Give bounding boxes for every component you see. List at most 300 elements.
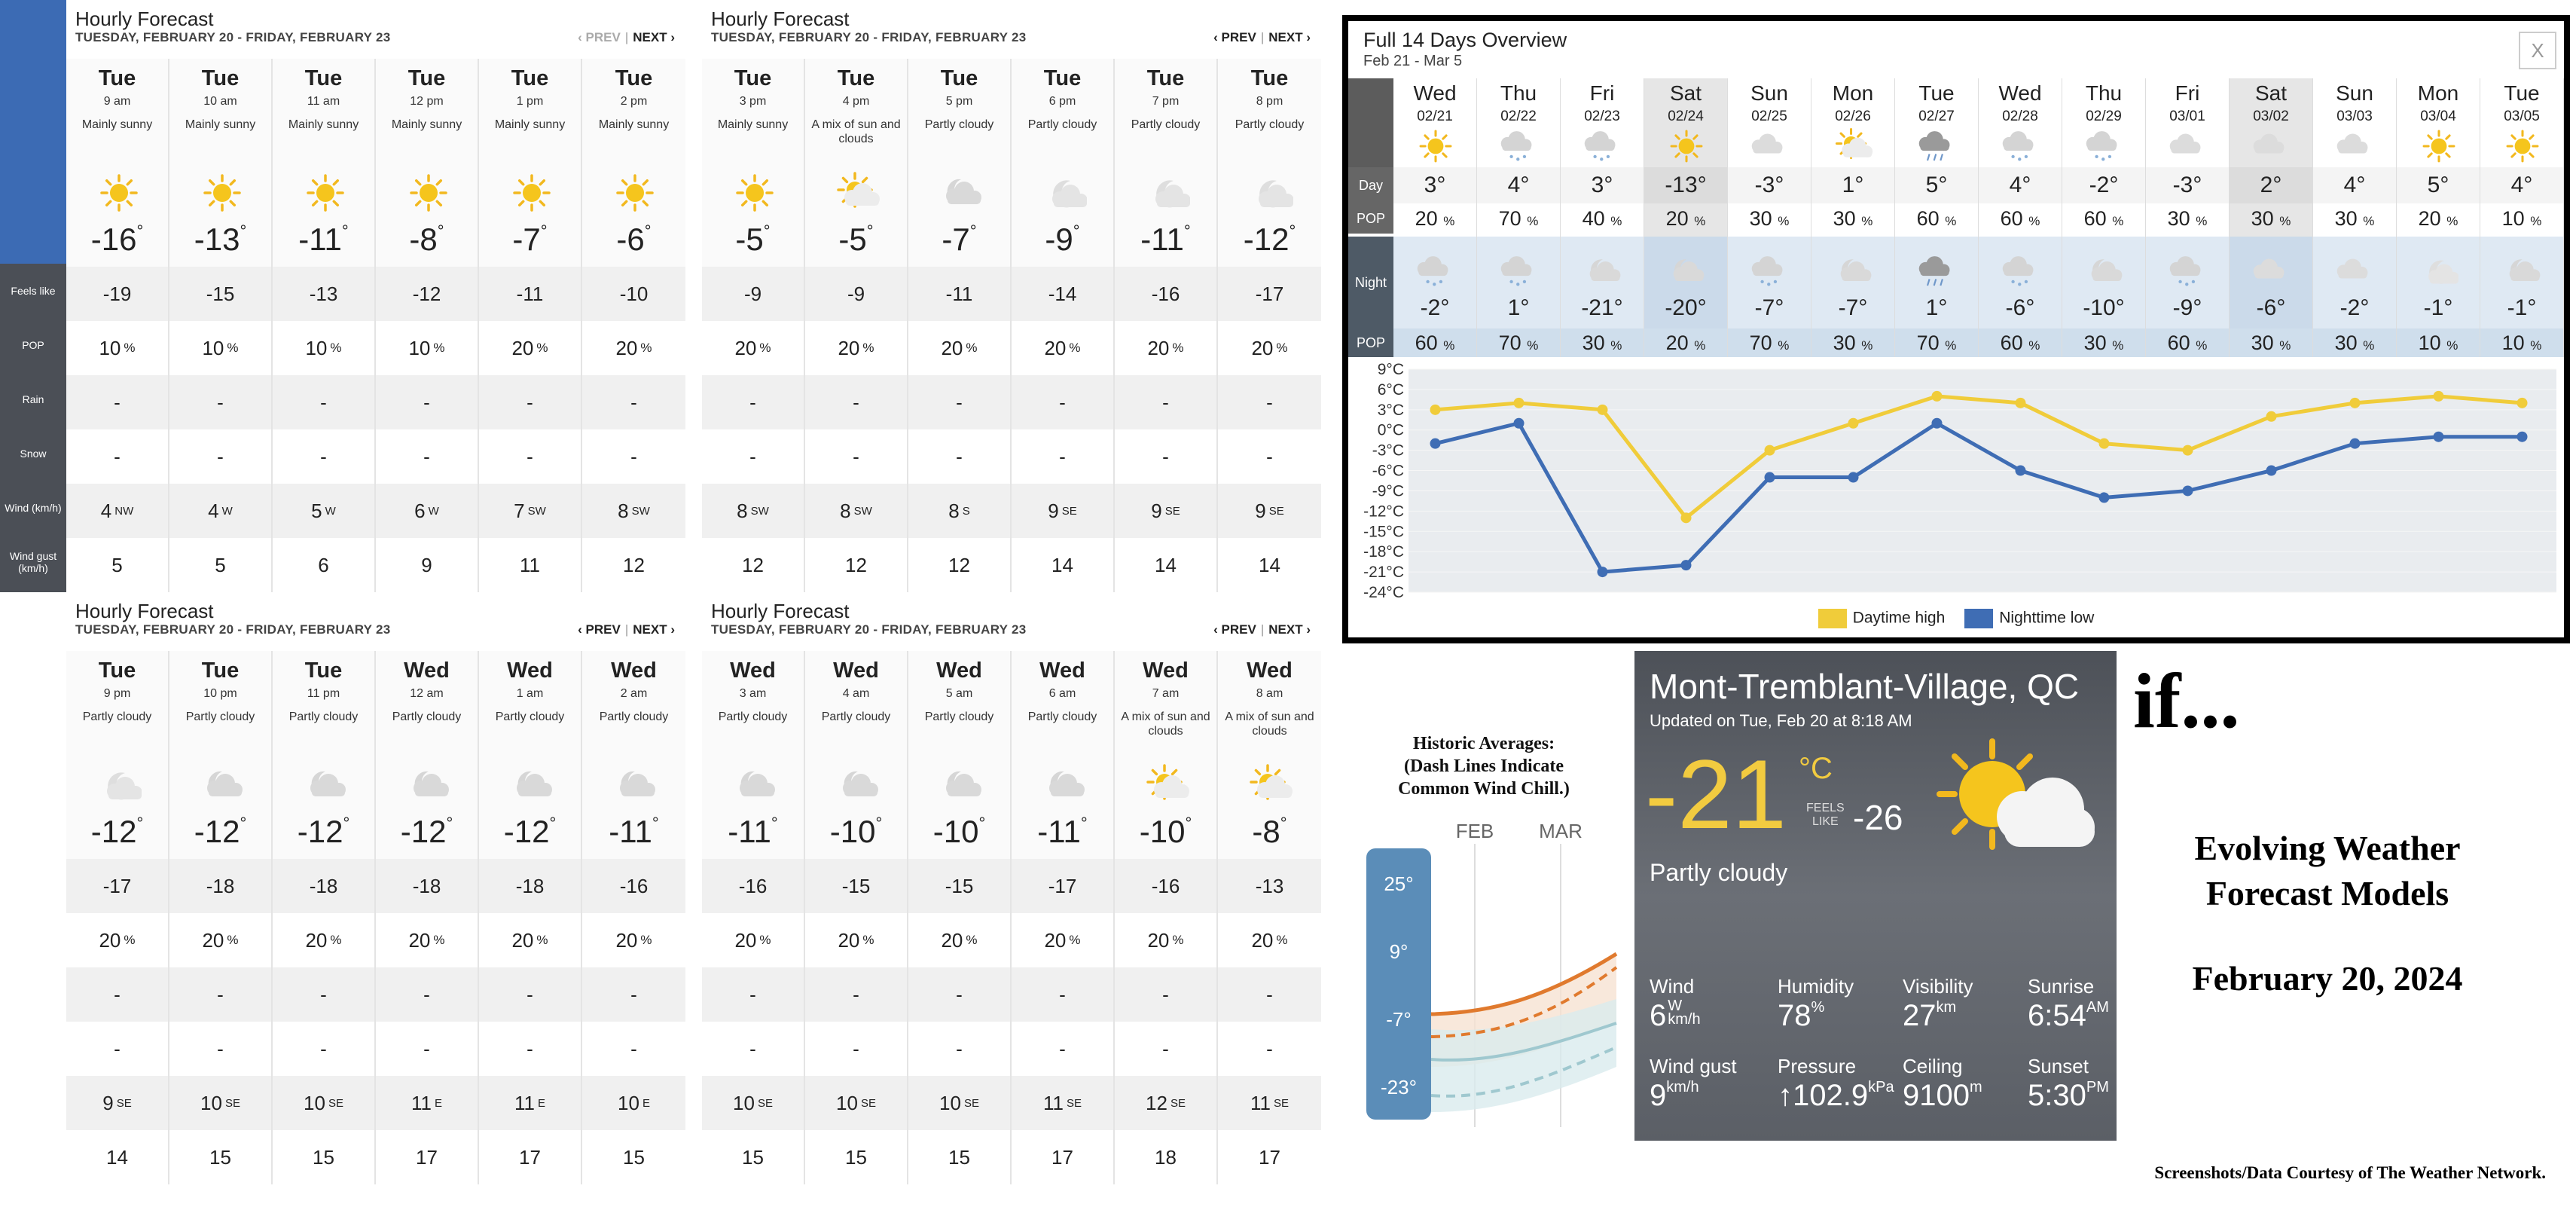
hour-time: 3 pm (739, 95, 767, 108)
sunset-value (2028, 1079, 2109, 1113)
sun-icon (96, 170, 142, 215)
high-point[interactable] (1765, 445, 1775, 456)
overview-night-pop (1477, 328, 1560, 357)
overview-day-high: 5° (2397, 167, 2480, 203)
hour-column (702, 651, 805, 1184)
rain-cell: - (273, 967, 374, 1022)
pop-unit: % (330, 341, 342, 355)
snowcloud-icon (1500, 127, 1539, 166)
low-value: -2 (2339, 295, 2361, 320)
degree-symbol: ° (652, 814, 659, 833)
snow-cell: - (956, 1037, 963, 1060)
feels-like-cell: -15 (805, 859, 907, 913)
pop-unit: % (759, 341, 771, 355)
hourly-panel-header (66, 592, 685, 651)
pop-unit: % (759, 933, 771, 947)
low-point[interactable] (2099, 492, 2110, 503)
pop-cell (479, 321, 581, 375)
day-pop-value: 60 (1916, 207, 1940, 230)
historic-title-line1: Historic Averages: (1412, 734, 1555, 753)
feels-like-cell: -16 (1115, 859, 1216, 913)
wind-gust-cell: 15 (742, 1145, 764, 1169)
high-value: -2 (2089, 173, 2110, 197)
hour-day: Tue (407, 66, 446, 90)
next-button[interactable]: NEXT › (1268, 622, 1311, 637)
hour-temperature (1218, 222, 1321, 258)
pop-unit: % (2446, 338, 2458, 353)
hour-temp-value: -7 (512, 222, 541, 257)
mooncloud-icon (303, 762, 348, 808)
wind-direction: SE (328, 1096, 343, 1110)
next-button[interactable]: NEXT › (633, 622, 675, 637)
close-button[interactable]: X (2519, 32, 2556, 69)
current-conditions-card (1634, 651, 2117, 1141)
wind-cell (273, 484, 374, 538)
hourly-columns (66, 651, 685, 1184)
night-pop-value: 10 (2418, 332, 2441, 354)
pop-unit: % (2196, 214, 2208, 228)
chart-plot-area (1409, 369, 2556, 592)
hour-time: 5 pm (945, 95, 973, 108)
high-point[interactable] (2350, 398, 2361, 408)
hour-day: Tue (98, 66, 136, 90)
wind-cell (1218, 1076, 1321, 1130)
snowcloud-icon (1416, 252, 1455, 291)
pop-unit: % (1694, 338, 1706, 353)
prev-button[interactable]: ‹ PREV (1213, 622, 1256, 637)
high-point[interactable] (2099, 438, 2110, 449)
high-point[interactable] (2517, 398, 2528, 408)
overview-night-low: -6° (2005, 295, 2035, 320)
next-button[interactable]: NEXT › (633, 30, 675, 44)
gust-unit: km/h (1666, 1079, 1699, 1095)
hour-condition: Partly cloudy (599, 710, 669, 723)
cloud-icon (2252, 127, 2291, 166)
wind-speed: 10 (836, 1091, 858, 1114)
hour-time: 11 am (307, 95, 340, 108)
low-point[interactable] (1430, 438, 1441, 449)
high-value: 3 (1591, 173, 1604, 197)
hour-condition: Partly cloudy (495, 710, 565, 723)
hour-column (376, 59, 479, 592)
high-value: 5 (2427, 173, 2440, 197)
wind-gust-cell: 5 (215, 553, 226, 576)
cloud-icon (2336, 127, 2375, 166)
hour-day: Tue (304, 66, 343, 90)
pop-cell (169, 913, 271, 967)
hour-temp-value: -11 (1140, 222, 1184, 257)
snow-cell: - (423, 445, 430, 468)
y-tick-label: 3°C (1377, 401, 1404, 419)
snow-cell: - (217, 445, 224, 468)
hour-column (66, 651, 169, 1184)
headline-date: February 20, 2024 (2192, 959, 2463, 998)
hour-day: Tue (98, 659, 136, 683)
snowcloud-icon (1750, 252, 1790, 291)
hourly-panel-subtitle: TUESDAY, FEBRUARY 20 - FRIDAY, FEBRUARY 23 (75, 622, 391, 637)
hourly-panel-subtitle: TUESDAY, FEBRUARY 20 - FRIDAY, FEBRUARY 23 (711, 30, 1027, 44)
high-point[interactable] (2266, 411, 2277, 422)
pop-cell (702, 913, 804, 967)
hour-temp-value: -8 (409, 222, 438, 257)
overview-day-pop (2397, 203, 2480, 234)
rain-cell: - (376, 967, 478, 1022)
low-value: -20 (1665, 295, 1698, 320)
hour-day: Tue (511, 66, 549, 90)
month-label-mar: MAR (1539, 820, 1583, 842)
raincloud-icon (1918, 127, 1957, 166)
overview-day-column (1811, 78, 1895, 357)
degree-symbol: ° (644, 222, 652, 240)
pop-unit: % (536, 341, 548, 355)
hour-condition: Partly cloudy (1027, 118, 1097, 131)
cloud-icon (2336, 252, 2375, 291)
wind-gust-cell: 5 (111, 553, 123, 576)
wind-speed: 8 (737, 499, 748, 522)
wind-speed: 9 (1048, 499, 1059, 522)
high-point[interactable] (1932, 391, 1943, 402)
wind-direction: SE (1268, 504, 1284, 518)
low-point[interactable] (1681, 560, 1692, 570)
feels-like-cell: -9 (702, 267, 804, 321)
rain-cell: - (1115, 375, 1216, 429)
low-point[interactable] (1514, 418, 1525, 429)
wind-direction: SE (224, 1096, 240, 1110)
hour-day: Wed (1039, 659, 1085, 683)
legend-item-high (1818, 609, 1946, 628)
low-point[interactable] (2183, 485, 2193, 496)
overview-title: Full 14 Days Overview (1363, 29, 1567, 51)
wind-speed: 11 (514, 1091, 535, 1114)
wind-cell (273, 1076, 374, 1130)
high-point[interactable] (2434, 391, 2444, 402)
mooncloud-icon (509, 762, 554, 808)
pop-value: 10 (408, 336, 431, 359)
wind-speed: 4 (100, 499, 112, 522)
wind-gust-cell: 14 (1155, 553, 1177, 576)
snow-cell: - (1162, 445, 1169, 468)
visibility-number: 27 (1903, 999, 1937, 1032)
hour-time: 10 am (203, 95, 237, 108)
overview-label-night: Night (1348, 237, 1393, 328)
snow-cell: - (114, 1037, 121, 1060)
pop-unit: % (2279, 338, 2291, 353)
overview-columns (1393, 78, 2564, 357)
pop-value: 20 (99, 928, 121, 952)
hour-condition: Partly cloudy (82, 710, 152, 723)
wind-gust-cell: 17 (416, 1145, 438, 1169)
pop-unit: % (1778, 214, 1790, 228)
sun-icon (2419, 127, 2458, 166)
prev-button[interactable]: ‹ PREV (578, 622, 621, 637)
prev-button[interactable]: ‹ PREV (578, 30, 621, 44)
snow-cell: - (956, 445, 963, 468)
high-value: -13 (1665, 173, 1698, 197)
night-pop-value: 10 (2501, 332, 2525, 354)
pop-unit: % (536, 933, 548, 947)
pop-cell (376, 913, 478, 967)
pop-unit: % (1443, 338, 1455, 353)
high-value: 4 (1507, 173, 1521, 197)
overview-night-pop (1979, 328, 2062, 357)
degree-symbol: ° (136, 222, 144, 240)
overview-subtitle: Feb 21 - Mar 5 (1363, 53, 1463, 69)
feels-like-cell: -13 (1218, 859, 1321, 913)
wind-direction: SE (1164, 504, 1180, 518)
rain-cell: - (582, 375, 685, 429)
overview-night-pop (2146, 328, 2229, 357)
pop-cell (273, 913, 374, 967)
humidity-label: Humidity (1778, 975, 1854, 998)
overview-night-low: -6° (2256, 295, 2286, 320)
pager-separator: | (624, 622, 629, 637)
high-point[interactable] (2183, 445, 2193, 456)
hour-temperature (376, 814, 478, 850)
rain-cell: - (1218, 967, 1321, 1022)
wind-gust-cell: 17 (1259, 1145, 1280, 1169)
overview-date: 03/03 (2336, 108, 2373, 124)
hour-temp-value: -13 (194, 222, 240, 257)
overview-day-pop (1644, 203, 1727, 234)
pop-cell (66, 913, 168, 967)
hour-time: 9 am (103, 95, 131, 108)
low-point[interactable] (1765, 472, 1775, 483)
left-side-strip (0, 0, 66, 592)
low-value: -7 (1754, 295, 1775, 320)
raincloud-icon (1918, 252, 1957, 291)
snow-cell: - (1059, 445, 1066, 468)
overview-day-name: Sun (2336, 81, 2373, 105)
sidebar-blue-block (0, 0, 66, 264)
overview-day-name: Sat (2254, 81, 2288, 105)
y-tick-label: -9°C (1372, 482, 1404, 500)
ceiling-value (1903, 1079, 1982, 1113)
wind-speed: 10 (200, 1091, 222, 1114)
pop-unit: % (1069, 933, 1081, 947)
wind-cell (805, 1076, 907, 1130)
wind-cell (66, 1076, 168, 1130)
pop-unit: % (227, 933, 239, 947)
overview-night-low: 1° (1925, 295, 1948, 320)
feels-like-value: -26 (1853, 798, 1903, 837)
hourly-panel-subtitle: TUESDAY, FEBRUARY 20 - FRIDAY, FEBRUARY 23 (75, 30, 391, 44)
overview-night-low: -21° (1581, 295, 1623, 320)
hourly-pager (1213, 30, 1311, 45)
overview-night-low: -1° (2423, 295, 2453, 320)
row-label-feels: Feels like (11, 285, 56, 297)
hour-column (169, 651, 273, 1184)
hour-temperature (1115, 222, 1216, 258)
mooncloud-icon (2085, 252, 2124, 291)
pop-unit: % (330, 933, 342, 947)
wind-gust-cell: 12 (623, 553, 645, 576)
overview-day-name: Wed (1998, 81, 2042, 105)
wind-direction: SE (1066, 1096, 1082, 1110)
degree-symbol: ° (549, 814, 557, 833)
high-point[interactable] (1514, 398, 1525, 408)
snow-cell: - (526, 445, 533, 468)
overview-day-pop (2146, 203, 2229, 234)
wind-gust-cell: 15 (948, 1145, 970, 1169)
high-point[interactable] (1681, 512, 1692, 523)
hour-column (805, 59, 908, 592)
high-value: 2 (2260, 173, 2273, 197)
hour-temp-value: -5 (735, 222, 764, 257)
feels-like-cell: -11 (479, 267, 581, 321)
hour-column (479, 651, 582, 1184)
month-label-feb: FEB (1455, 820, 1494, 842)
feels-like-label (1806, 802, 1845, 829)
low-point[interactable] (1932, 418, 1943, 429)
sun-icon (200, 170, 245, 215)
hour-day: Tue (201, 659, 240, 683)
low-value: -10 (2083, 295, 2116, 320)
hourly-panel-title: Hourly Forecast (711, 600, 850, 622)
low-point[interactable] (1598, 567, 1608, 577)
high-value: 4 (2343, 173, 2357, 197)
snow-cell: - (630, 1037, 637, 1060)
pop-unit: % (1610, 338, 1622, 353)
pager-separator: | (624, 30, 629, 44)
hour-temperature (1012, 814, 1113, 850)
wind-direction: SE (1273, 1096, 1289, 1110)
row-label-pop: POP (22, 339, 44, 351)
legend-label-low: Nighttime low (1999, 609, 2095, 627)
wind-speed: 7 (514, 499, 525, 522)
hourly-panel-header (702, 0, 1321, 59)
next-button[interactable]: NEXT › (1268, 30, 1311, 44)
suncloud-icon (835, 170, 881, 215)
hourly-panel-title: Hourly Forecast (75, 8, 214, 30)
high-point[interactable] (1598, 405, 1608, 415)
low-point[interactable] (2016, 466, 2026, 476)
wind-direction: SE (1061, 504, 1077, 518)
overview-label-spacer (1348, 78, 1393, 167)
sunrise-label: Sunrise (2028, 975, 2095, 998)
pop-value: 20 (202, 928, 224, 952)
wind-speed: 9 (1255, 499, 1266, 522)
high-point[interactable] (2016, 398, 2026, 408)
cloud-icon (1750, 127, 1790, 166)
overview-label-day-pop: POP (1348, 203, 1393, 234)
low-point[interactable] (2266, 466, 2277, 476)
hour-day: Tue (615, 66, 653, 90)
hour-temperature (582, 814, 685, 850)
high-point[interactable] (1430, 405, 1441, 415)
low-point[interactable] (2434, 432, 2444, 442)
hour-temperature (702, 814, 804, 850)
hour-day: Tue (1043, 66, 1082, 90)
day-pop-value: 20 (2418, 207, 2441, 230)
hourly-forecast-panel (66, 0, 702, 592)
hour-condition: Mainly sunny (494, 118, 566, 131)
y-tick-label: -24°C (1363, 584, 1404, 598)
hour-column (582, 59, 685, 592)
credit-line: Screenshots/Data Courtesy of The Weather Network. (2154, 1163, 2546, 1182)
hour-condition: Mainly sunny (81, 118, 153, 131)
overview-night-low: -10° (2083, 295, 2125, 320)
low-point[interactable] (2517, 432, 2528, 442)
hour-day: Wed (730, 659, 776, 683)
pop-value: 20 (941, 928, 963, 952)
overview-day-pop (1895, 203, 1978, 234)
current-temperature: -21 (1645, 739, 1787, 849)
wind-speed: 5 (311, 499, 322, 522)
row-label-rain: Rain (22, 393, 44, 405)
wind-speed: 6 (1650, 999, 1667, 1032)
snow-cell: - (526, 1037, 533, 1060)
hour-day: Tue (304, 659, 343, 683)
overview-date: 02/21 (1417, 108, 1453, 124)
wind-speed: 10 (304, 1091, 325, 1114)
if-headline: if... (2133, 658, 2240, 744)
hour-column (376, 651, 479, 1184)
degree-symbol: ° (771, 814, 778, 833)
wind-direction: SW (631, 504, 650, 518)
mooncloud-icon (939, 170, 984, 215)
high-value: -3 (2172, 173, 2193, 197)
pop-cell (66, 321, 168, 375)
wind-cell (1115, 484, 1216, 538)
feels-like-cell: -12 (376, 267, 478, 321)
ceiling-label: Ceiling (1903, 1055, 1963, 1077)
overview-day-pop (2230, 203, 2312, 234)
hour-time: 1 pm (516, 95, 544, 108)
pop-value: 20 (1251, 336, 1274, 359)
high-point[interactable] (1848, 418, 1859, 429)
pop-value: 20 (408, 928, 431, 952)
wind-direction: W (1668, 998, 1683, 1014)
pop-cell (1012, 321, 1113, 375)
pop-unit: % (1610, 214, 1622, 228)
overview-date: 02/24 (1668, 108, 1704, 124)
mooncloud-icon (1042, 762, 1087, 808)
wind-cell (702, 484, 804, 538)
low-point[interactable] (1848, 472, 1859, 483)
rain-cell: - (66, 967, 168, 1022)
hour-day: Tue (940, 66, 978, 90)
hour-day: Tue (1146, 66, 1185, 90)
snow-cell: - (114, 445, 121, 468)
pressure-label: Pressure (1778, 1055, 1857, 1077)
pop-unit: % (1443, 214, 1455, 228)
snow-cell: - (749, 1037, 756, 1060)
suncloud-icon (1145, 762, 1190, 808)
wind-direction: E (642, 1096, 650, 1110)
wind-speed: 9 (102, 1091, 114, 1114)
pop-unit: % (433, 933, 445, 947)
pop-cell (582, 913, 685, 967)
overview-date: 02/26 (1835, 108, 1871, 124)
overview-day-name: Mon (1832, 81, 1874, 105)
overview-night-pop (2480, 328, 2563, 357)
pop-cell (908, 913, 1010, 967)
wind-cell (1218, 484, 1321, 538)
snow-cell: - (1059, 1037, 1066, 1060)
overview-day-name: Thu (2085, 81, 2123, 105)
overview-date: 02/22 (1500, 108, 1537, 124)
wind-cell (582, 1076, 685, 1130)
wind-direction: NW (114, 504, 134, 518)
wind-gust-cell: 12 (948, 553, 970, 576)
low-point[interactable] (2350, 438, 2361, 449)
hour-temp-value: -12 (194, 814, 240, 849)
rain-cell: - (1012, 375, 1113, 429)
prev-button[interactable]: ‹ PREV (1213, 30, 1256, 44)
hour-temperature (169, 222, 271, 258)
pop-unit: % (1276, 933, 1288, 947)
overview-night-low: -9° (2172, 295, 2202, 320)
